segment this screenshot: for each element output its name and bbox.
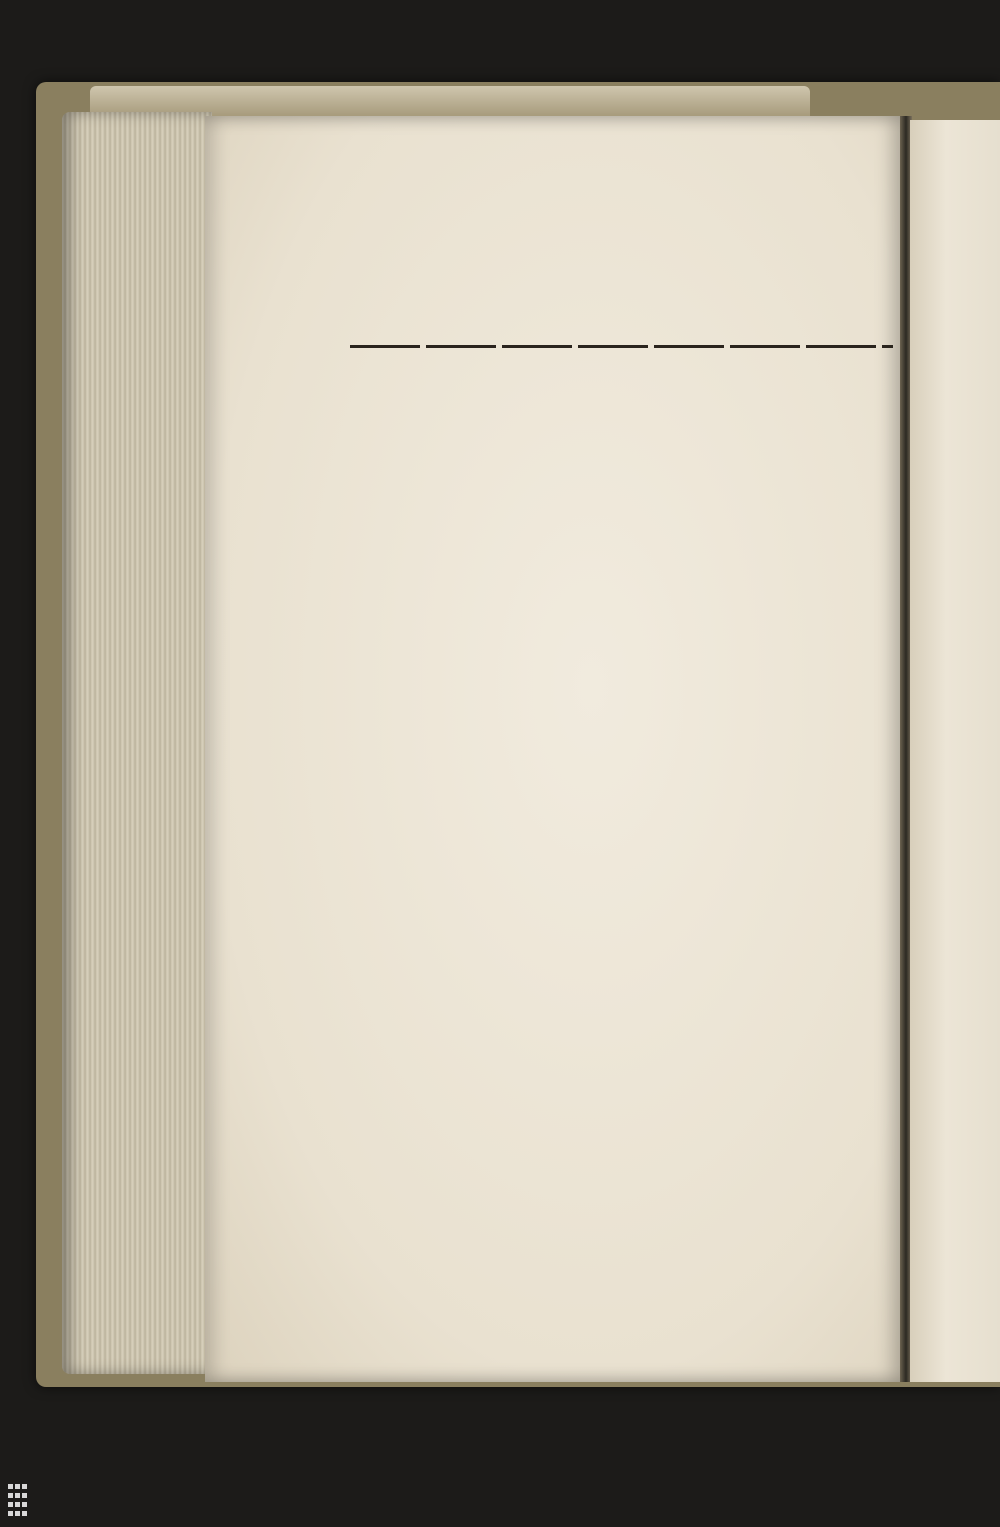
- library-logo-icon: [8, 1484, 28, 1518]
- right-page: [910, 120, 1000, 1382]
- footer-bar: [0, 1476, 1000, 1527]
- left-page: [205, 116, 907, 1382]
- ornamental-rule: [350, 345, 893, 348]
- page-header: [352, 160, 872, 186]
- page-edges: [62, 112, 212, 1374]
